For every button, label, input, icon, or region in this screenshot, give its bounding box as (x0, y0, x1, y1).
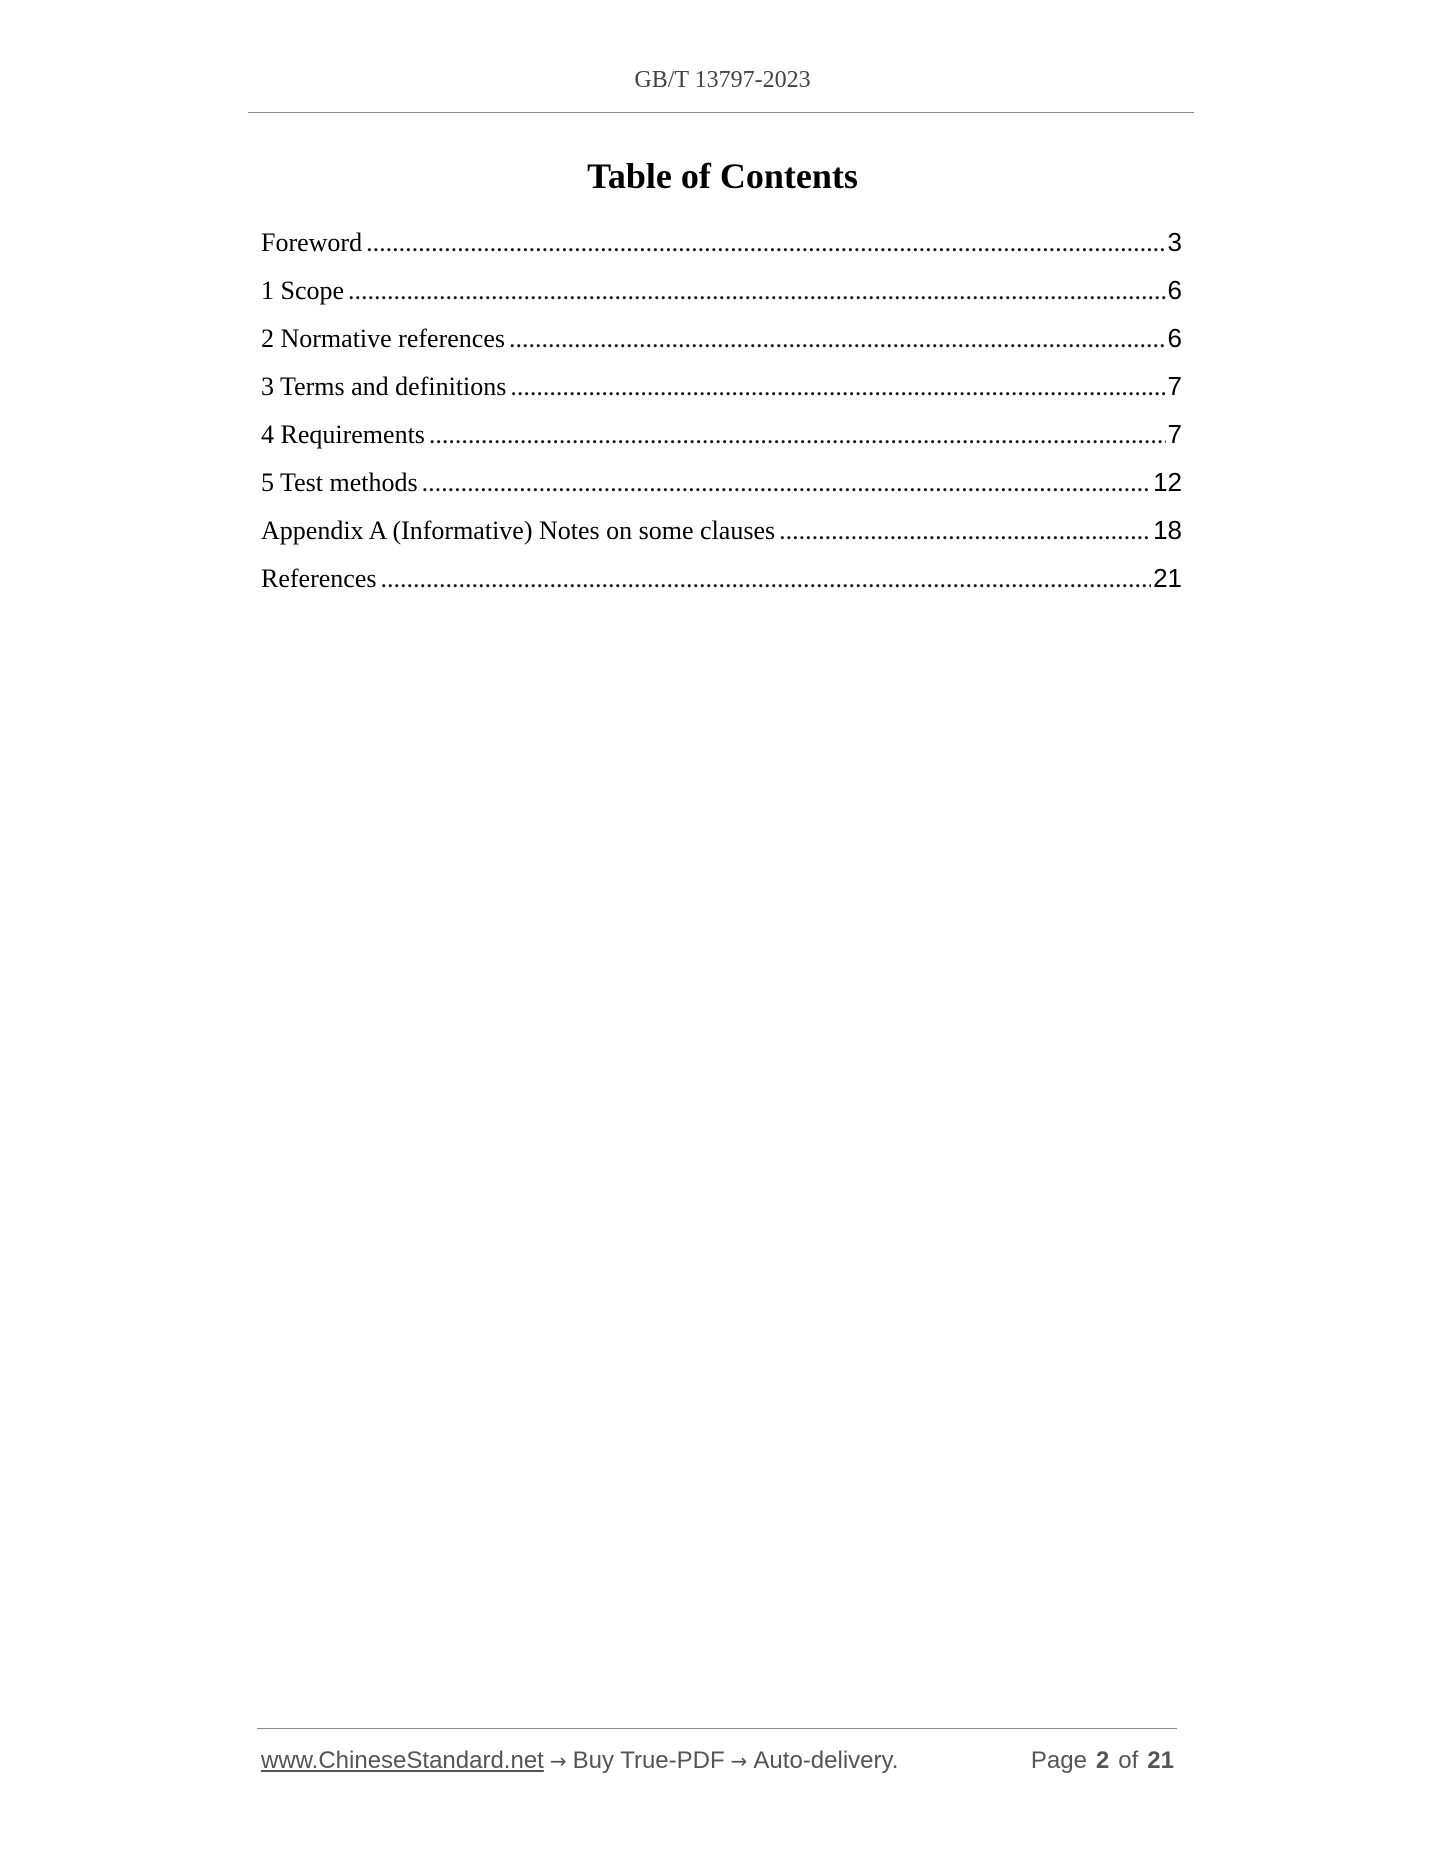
toc-entry-page: 7 (1167, 371, 1182, 401)
running-header: GB/T 13797-2023 (634, 67, 811, 93)
auto-delivery-text: Auto-delivery. (753, 1747, 899, 1774)
toc-entry-label: 4 Requirements (261, 420, 425, 449)
header-divider (248, 112, 1194, 113)
toc-entry-label: Appendix A (Informative) Notes on some clauses (261, 516, 776, 545)
toc-entry-label: Foreword (261, 228, 363, 257)
toc-entry-page: 6 (1167, 323, 1182, 353)
toc-entry-normative-references[interactable] (261, 314, 1182, 362)
toc-entry-page: 3 (1167, 227, 1182, 257)
toc-entry-page: 21 (1153, 563, 1182, 593)
toc-dot-leader (422, 459, 1151, 506)
toc-entry-page: 12 (1153, 467, 1182, 497)
page-label: Page (1030, 1747, 1087, 1774)
toc-dot-leader (380, 555, 1151, 602)
arrow-right-icon: → (730, 1749, 748, 1773)
footer-divider (257, 1728, 1177, 1729)
toc-dot-leader (348, 267, 1165, 314)
page-current: 2 (1095, 1747, 1110, 1774)
toc-entry-requirements[interactable] (261, 410, 1182, 458)
toc-entry-page: 18 (1153, 515, 1182, 545)
toc-entry-page: 6 (1167, 275, 1182, 305)
site-link[interactable]: www.ChineseStandard.net (261, 1747, 544, 1774)
toc-entry-label: 3 Terms and definitions (261, 372, 507, 401)
toc-entry-scope[interactable] (261, 266, 1182, 314)
of-label: of (1118, 1747, 1139, 1774)
buy-true-pdf-text: Buy True-PDF (572, 1747, 725, 1774)
page-title: Table of Contents (587, 156, 858, 196)
toc-dot-leader (429, 411, 1166, 458)
toc-entry-terms-and-definitions[interactable] (261, 362, 1182, 410)
toc-entry-foreword[interactable] (261, 218, 1182, 266)
toc-entry-appendix-a[interactable] (261, 506, 1182, 554)
toc-entry-references[interactable] (261, 554, 1182, 602)
toc-list (261, 218, 1182, 602)
toc-dot-leader (779, 507, 1151, 554)
toc-entry-label: 1 Scope (261, 276, 345, 305)
toc-dot-leader (510, 363, 1165, 410)
toc-entry-test-methods[interactable] (261, 458, 1182, 506)
toc-dot-leader (366, 219, 1165, 266)
page-footer (261, 1743, 1174, 1779)
toc-entry-label: 2 Normative references (261, 324, 505, 353)
page-total: 21 (1147, 1747, 1174, 1774)
toc-dot-leader (509, 315, 1166, 362)
toc-entry-label: 5 Test methods (261, 468, 418, 497)
arrow-right-icon: → (549, 1749, 567, 1773)
toc-entry-page: 7 (1167, 419, 1182, 449)
toc-entry-label: References (261, 564, 377, 593)
